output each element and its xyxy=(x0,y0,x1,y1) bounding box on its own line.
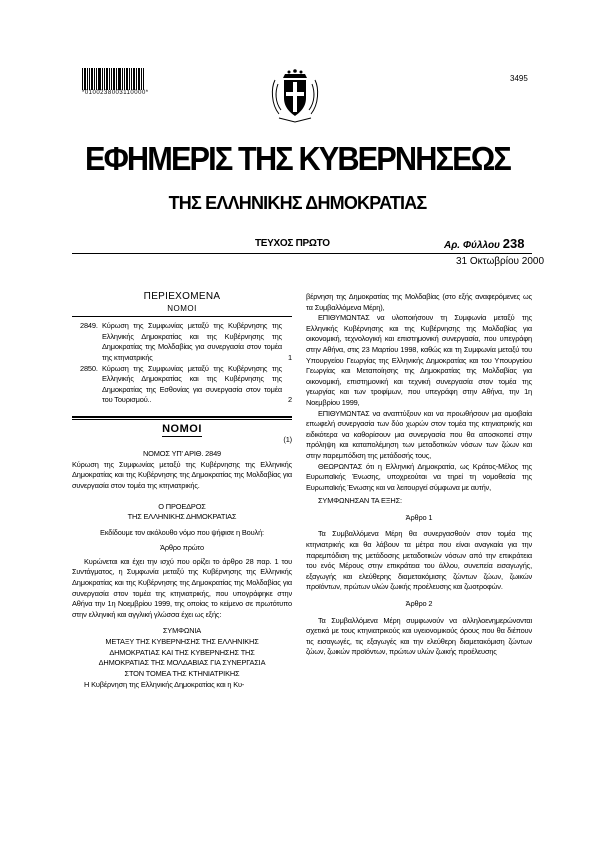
article-2-text: Τα Συμβαλλόμενα Μέρη συμφωνούν να αλληλοενημερώνονται σχετικά με τους κτηνιατρικούς και υγειονομικούς όρους που θα διέπουν τις εισαγωγές, τις εξαγωγές και την ελεύθερη διαμετακόμιση ζώντων ζώων, ζωικών προϊόντων, πρώτων υλών ζωικής προέλευσης xyxy=(306,615,532,657)
sheet-number-value: 238 xyxy=(502,236,525,251)
right-column xyxy=(306,292,532,658)
president-line-2: ΤΗΣ ΕΛΛΗΝΙΚΗΣ ΔΗΜΟΚΡΑΤΙΑΣ xyxy=(127,512,237,522)
contents-heading: ΠΕΡΙΕΧΟΜΕΝΑ xyxy=(143,291,221,302)
laws-small-heading: ΝΟΜΟΙ xyxy=(167,303,197,313)
toc-text: Κύρωση της Συμφωνίας μεταξύ της Κυβέρνησης της Ελληνικής Δημοκρατίας και της Κυβέρνησης της Δημοκρατίας της Εσθονίας για συνεργασία στον τομέα του Τουρισμού.. xyxy=(102,363,282,405)
contents-rule xyxy=(72,316,292,317)
toc-page: 2 xyxy=(288,395,292,405)
agreement-line: ΣΤΟΝ ΤΟΜΕΑ ΤΗΣ ΚΤΗΝΙΑΤΡΙΚΗΣ xyxy=(124,668,240,678)
law-description: Κύρωση της Συμφωνίας μεταξύ της Κυβέρνησης της Ελληνικής Δημοκρατίας και της Κυβέρνησης της Δημοκρατίας της Μολδαβίας για συνεργασία στον τομέα της κτηνιατρικής. xyxy=(72,459,292,490)
header-rule xyxy=(72,253,532,254)
article-first-text: Κυρώνεται και έχει την ισχύ που ορίζει το άρθρο 28 παρ. 1 του Συντάγματος, η Συμφωνία μεταξύ της Κυβέρνησης της Ελληνικής Δημοκρατίας και της Κυβέρνησης της Δημοκρατίας της Μολδαβίας για συνεργασία στον τομέα της κτηνιατρικής, που υπογράφηκε στην Αθήνα την 1η Νοεμβρίου 1999, της οποίας το κείμενο σε πρωτότυπο στην ελληνική και αγγλική γλώσσα έχει ως εξής: xyxy=(72,556,292,619)
toc-number: 2850. xyxy=(80,363,98,373)
paragraph: ΕΠΙΘΥΜΩΝΤΑΣ να υλοποιήσουν τη Συμφωνία μεταξύ της Ελληνικής Κυβέρνησης και της Κυβέρνησης της Μολδαβίας για οικονομική, τεχνολογική και επιστημονική συνεργασία, που υπεγράφη στην Αθήνα, στις 23 Μαρτίου 1998, καθώς και τη Συμφωνία μεταξύ του Υπουργείου Γεωργίας της Ελληνικής Δημοκρατίας και του Υπουργείου Γεωργίας και Μεταποίησης της Δημοκρατίας της Μολδαβίας για οικονομική, επιστημονική και τεχνική συνεργασία στον τομέα της γεωργίας και των τροφίμων, που υπεγράφη στην Αθήνα, την 1η Νοεμβρίου 1999, xyxy=(306,313,532,407)
agreed-heading: ΣΥΜΦΩΝΗΣΑΝ ΤΑ ΕΞΗΣ: xyxy=(318,496,402,506)
president-line-1: Ο ΠΡΟΕΔΡΟΣ xyxy=(158,501,206,511)
gazette-title: ΕΦΗΜΕΡΙΣ ΤΗΣ ΚΥΒΕΡΝΗΣΕΩΣ xyxy=(84,140,510,177)
sheet-label: Αρ. Φύλλου xyxy=(444,240,500,251)
article-1-heading: Άρθρο 1 xyxy=(405,512,433,522)
gazette-subtitle: ΤΗΣ ΕΛΛΗΝΙΚΗΣ ΔΗΜΟΚΡΑΤΙΑΣ xyxy=(168,193,427,213)
barcode-number: *0100238003110000* xyxy=(82,90,149,96)
agreement-heading: ΣΥΜΦΩΝΙΑ xyxy=(162,626,202,636)
footnote-marker: (1) xyxy=(283,434,292,444)
left-column xyxy=(72,292,292,691)
article-first-heading: Άρθρο πρώτο xyxy=(160,543,204,553)
paragraph: ΕΠΙΘΥΜΩΝΤΑΣ να αναπτύξουν και να προωθήσουν μια αμοιβαία επωφελή συνεργασία των δύο χωρών στον τομέα της κτηνιατρικής και ειδικότερα να καθορίσουν μια συνεργασία που θα αποσκοπεί στην πρόληψη και καταπολέμηση των μεταδοτικών νόσων των ζώων και στην παρεμπόδιση της μετάδοσής τους, xyxy=(306,408,532,460)
agreement-opening: Η Κυβέρνηση της Ελληνικής Δημοκρατίας και η Κυ- xyxy=(84,680,245,690)
sheet-number xyxy=(444,236,524,251)
article-1-text: Τα Συμβαλλόμενα Μέρη θα συνεργασθούν στον τομέα της κτηνιατρικής και θα λάβουν τα μέτρα που είναι αναγκαία για την παρεμπόδιση της μετάδοσης μεταδοτικών νόσων από την επικράτεια του ενός Μέρους στην επικράτεια του άλλου, συνεπεία εισαγωγής, εξαγωγής και ελεύθερης διαμετακόμισης ζώντων ζώων, ζωικών προϊόντων, πρώτων υλών ζωικής προέλευσης και ζωοτροφών. xyxy=(306,529,532,592)
agreement-line: ΜΕΤΑΞΥ ΤΗΣ ΚΥΒΕΡΝΗΣΗΣ ΤΗΣ ΕΛΛΗΝΙΚΗΣ xyxy=(105,637,259,647)
section-rule-thin xyxy=(72,419,292,420)
toc-page: 1 xyxy=(288,352,292,362)
article-2-heading: Άρθρο 2 xyxy=(405,599,433,609)
toc-text: Κύρωση της Συμφωνίας μεταξύ της Κυβέρνησης της Ελληνικής Δημοκρατίας και της Κυβέρνησης της Δημοκρατίας της Μολδαβίας για συνεργασία στον τομέα της κτηνιατρικής xyxy=(102,321,282,362)
law-title: ΝΟΜΟΣ ΥΠ' ΑΡΙΘ. 2849 xyxy=(142,449,221,459)
section-rule-thick xyxy=(72,416,292,418)
paragraph: βέρνηση της Δημοκρατίας της Μολδαβίας (στο εξής αναφερόμενες ως τα Συμβαλλόμενα Μέρη), xyxy=(306,292,532,312)
issue-date: 31 Οκτωβρίου 2000 xyxy=(456,256,545,267)
toc-item[interactable] xyxy=(72,321,292,363)
issue-label: ΤΕΥΧΟΣ ΠΡΩΤΟ xyxy=(255,238,330,249)
laws-heading: ΝΟΜΟΙ xyxy=(162,422,202,435)
promulgation: Εκδίδουμε τον ακόλουθο νόμο που ψήφισε η Βουλή: xyxy=(100,527,264,537)
agreement-line: ΔΗΜΟΚΡΑΤΙΑΣ ΚΑΙ ΤΗΣ ΚΥΒΕΡΝΗΣΗΣ ΤΗΣ xyxy=(109,647,255,657)
paragraph: ΘΕΩΡΩΝΤΑΣ ότι η Ελληνική Δημοκρατία, ως Κράτος-Μέλος της Ευρωπαϊκής Ένωσης, υποχρεούται να τηρεί τη νομοθεσία της Ευρωπαϊκής Ένωσης και να λειτουργεί σύμφωνα με αυτήν, xyxy=(306,461,532,492)
toc-item[interactable] xyxy=(72,364,292,406)
agreement-line: ΔΗΜΟΚΡΑΤΙΑΣ ΤΗΣ ΜΟΛΔΑΒΙΑΣ ΓΙΑ ΣΥΝΕΡΓΑΣΙΑ xyxy=(98,658,266,668)
barcode xyxy=(82,68,144,90)
toc-number: 2849. xyxy=(80,321,98,331)
page-number: 3495 xyxy=(510,74,528,83)
coat-of-arms-icon xyxy=(269,66,321,124)
